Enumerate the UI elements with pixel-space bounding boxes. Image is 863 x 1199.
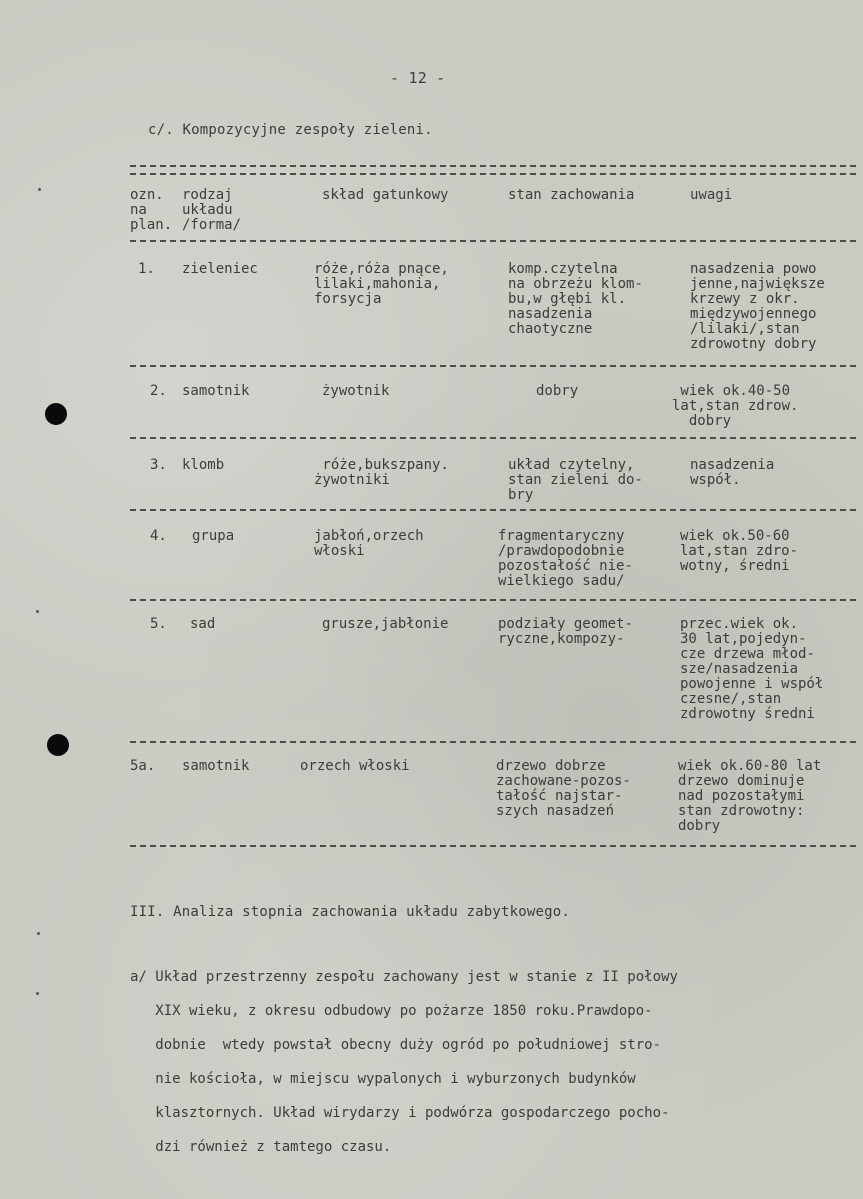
table-rule-header bbox=[130, 240, 856, 242]
row-type: zieleniec bbox=[182, 261, 258, 277]
row-num: 2. bbox=[150, 383, 167, 399]
row-num: 3. bbox=[150, 457, 167, 473]
row-condition: fragmentaryczny /prawdopodobnie pozostałość nie- wielkiego sadu/ bbox=[498, 528, 633, 589]
table-rule-bottom bbox=[130, 845, 856, 847]
row-type: samotnik bbox=[182, 758, 250, 774]
row-condition: drzewo dobrze zachowane-pozos- tałość najstar- szych nasadzeń bbox=[496, 758, 631, 819]
row-type: grupa bbox=[192, 528, 235, 544]
punch-hole-top bbox=[45, 403, 67, 425]
section-c-heading: c/. Kompozycyjne zespoły zieleni. bbox=[148, 122, 433, 138]
punch-hole-bottom bbox=[47, 734, 69, 756]
row-species: jabłoń,orzech włoski bbox=[314, 528, 424, 559]
page-number: - 12 - bbox=[390, 69, 446, 87]
header-condition: stan zachowania bbox=[508, 187, 635, 203]
row-notes: nasadzenia współ. bbox=[690, 457, 775, 488]
row-num: 1. bbox=[138, 261, 155, 277]
row-condition: dobry bbox=[536, 383, 579, 399]
row-condition: układ czytelny, stan zieleni do- bry bbox=[508, 457, 643, 503]
row-species: róże,bukszpany. żywotniki bbox=[314, 457, 449, 488]
header-type: rodzaj układu /forma/ bbox=[182, 187, 242, 233]
row-type: klomb bbox=[182, 457, 225, 473]
row-notes: wiek ok.50-60 lat,stan zdro- wotny, średni bbox=[680, 528, 799, 574]
row-condition: komp.czytelna na obrzeżu klom- bu,w głębi kl. nasadzenia chaotyczne bbox=[508, 261, 643, 337]
table-rule-row-5 bbox=[130, 741, 856, 743]
table-rule-row-1 bbox=[130, 365, 856, 367]
row-num: 5a. bbox=[130, 758, 156, 774]
row-species: żywotnik bbox=[322, 383, 390, 399]
table-rule-row-2 bbox=[130, 437, 856, 439]
row-num: 5. bbox=[150, 616, 167, 632]
paragraph-a: a/ Układ przestrzenny zespołu zachowany jest w stanie z II połowy XIX wieku, z okresu odbudowy po pożarze 1850 roku.Prawdopo- dobnie wtedy powstał obecny duży ogród po południowej stro- nie kościoła, w miejscu wypalonych i wyburzonych budynków klasztornych. Układ wirydarzy i podwórza gospodarczego pocho- dzi również z tamtego czasu. bbox=[130, 969, 678, 1155]
row-notes: wiek ok.40-50 lat,stan zdrow. dobry bbox=[672, 383, 799, 429]
paper-speck bbox=[36, 610, 39, 613]
header-num: ozn. na plan. bbox=[130, 187, 173, 233]
paper-speck bbox=[36, 992, 39, 995]
paper-speck bbox=[38, 188, 41, 191]
row-species: róże,róża pnące, lilaki,mahonia, forsycja bbox=[314, 261, 449, 307]
table-rule-row-3 bbox=[130, 509, 856, 511]
table-rule-top bbox=[130, 165, 856, 167]
header-notes: uwagi bbox=[690, 187, 733, 203]
row-notes: nasadzenia powo jenne,największe krzewy z okr. międzywojennego /lilaki/,stan zdrowotny dobry bbox=[690, 261, 825, 352]
section-iii-heading: III. Analiza stopnia zachowania układu zabytkowego. bbox=[130, 904, 571, 920]
paper-speck bbox=[37, 932, 40, 935]
row-type: samotnik bbox=[182, 383, 250, 399]
row-notes: wiek ok.60-80 lat drzewo dominuje nad pozostałymi stan zdrowotny: dobry bbox=[678, 758, 822, 834]
table-rule-row-4 bbox=[130, 599, 856, 601]
row-num: 4. bbox=[150, 528, 167, 544]
header-species: skład gatunkowy bbox=[322, 187, 449, 203]
row-species: grusze,jabłonie bbox=[322, 616, 449, 632]
row-notes: przec.wiek ok. 30 lat,pojedyn- cze drzewa młod- sze/nasadzenia powojenne i współ czesne/,stan zdrowotny średni bbox=[680, 616, 824, 722]
row-type: sad bbox=[190, 616, 216, 632]
row-condition: podziały geomet- ryczne,kompozy- bbox=[498, 616, 633, 647]
row-species: orzech włoski bbox=[300, 758, 410, 774]
table-rule-top-2 bbox=[130, 173, 856, 175]
